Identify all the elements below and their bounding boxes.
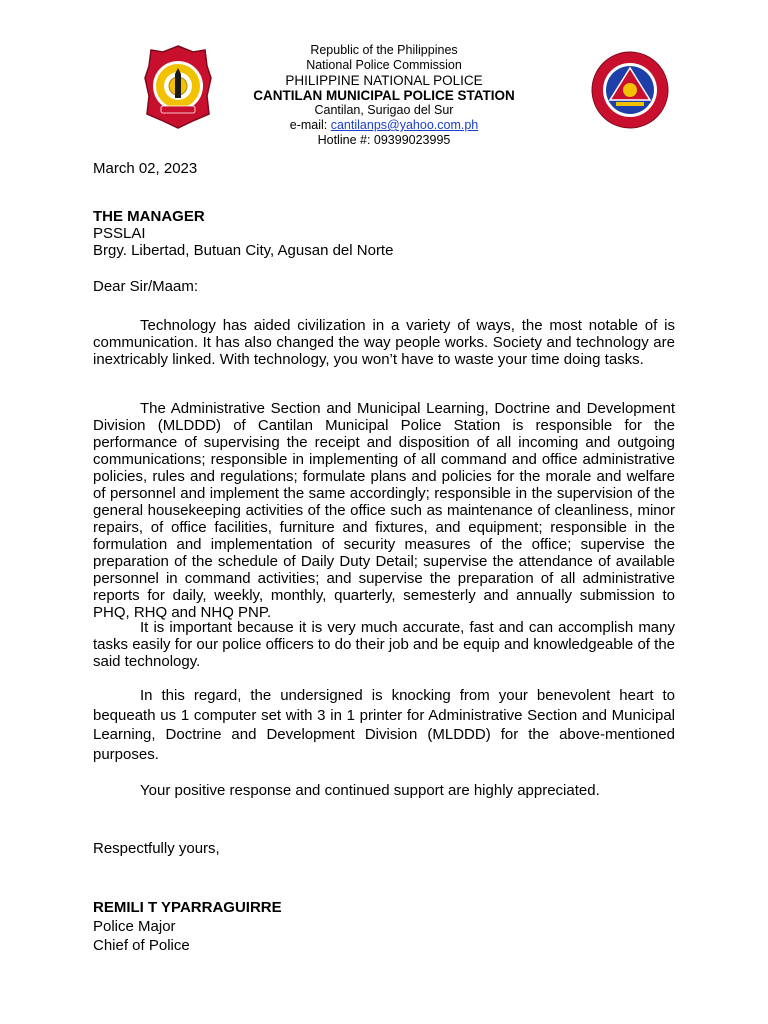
salutation: Dear Sir/Maam: <box>93 278 199 295</box>
letterhead-pnp: PHILIPPINE NATIONAL POLICE <box>285 73 483 88</box>
paragraph-4: In this regard, the undersigned is knocking from your benevolent heart to bequeath us 1 computer set with 3 in 1 printer for Administrative Section and Municipal Learning, Doctrine and Development Division (MLDDD) for the above-mentioned purposes. <box>93 687 675 763</box>
email-label: e-mail: <box>289 118 331 132</box>
station-seal-shape <box>592 52 668 128</box>
recipient-org: PSSLAI <box>93 225 146 242</box>
recipient-title: THE MANAGER <box>93 208 205 225</box>
email-link[interactable]: cantilanps@yahoo.com.ph <box>330 118 479 132</box>
paragraph-3: It is important because it is very much accurate, fast and can accomplish many tasks easily for our police officers to do their job and be equip and knowledgeable of the said technology. <box>93 619 675 670</box>
signatory-position: Chief of Police <box>93 937 190 954</box>
paragraph-1: Technology has aided civilization in a variety of ways, the most notable of is communication. It has also changed the way people works. Society and technology are inextricably linked. With technology, you won’t have to waste your time doing tasks. <box>93 317 675 368</box>
signatory-rank: Police Major <box>93 918 176 935</box>
closing: Respectfully yours, <box>93 840 220 857</box>
letterhead-email-line <box>200 118 568 133</box>
letterhead-station: CANTILAN MUNICIPAL POLICE STATION <box>253 88 515 103</box>
recipient-block <box>93 208 675 259</box>
signatory-block <box>93 898 675 955</box>
recipient-address: Brgy. Libertad, Butuan City, Agusan del Norte <box>93 242 394 259</box>
signatory-name: REMILI T YPARRAGUIRRE <box>93 899 282 916</box>
letter-date: March 02, 2023 <box>93 160 198 177</box>
letterhead-commission: National Police Commission <box>306 58 462 72</box>
letterhead <box>200 43 568 148</box>
paragraph-5: Your positive response and continued support are highly appreciated. <box>140 782 600 799</box>
letterhead-address: Cantilan, Surigao del Sur <box>314 103 454 117</box>
letterhead-hotline: Hotline #: 09399023995 <box>317 133 451 147</box>
letterhead-republic: Republic of the Philippines <box>310 43 458 57</box>
cantilan-police-station-seal <box>586 50 674 130</box>
paragraph-2: The Administrative Section and Municipal Learning, Doctrine and Development Division (MLDDD) of Cantilan Municipal Police Station is responsible for the performance of supervising the receipt and disposition of all incoming and outgoing communications; responsible in implementing of all command and office administrative policies, rules and regulations; formulate plans and policies for the morale and welfare of personnel and implement the same accordingly; responsible in the supervision of the general housekeeping activities of the office such as maintenance of cleanliness, minor repairs, of office facilities, furniture and fixtures, and equipment; responsible in the formulation and implementation of security measures of the office; supervise the preparation of the schedule of Daily Duty Detail; supervise the attendance of available personnel in command activities; and supervise the preparation of all administrative reports for daily, weekly, monthly, quarterly, semesterly and annually submission to PHQ, RHQ and NHQ PNP. <box>93 400 675 621</box>
